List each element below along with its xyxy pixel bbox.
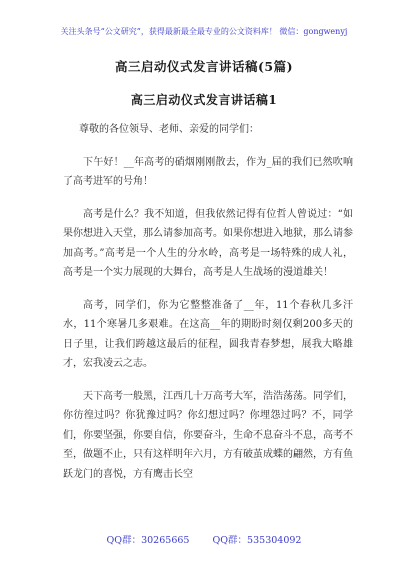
section-title: 高三启动仪式发言讲话稿1 — [130, 93, 278, 107]
promo-banner: 关注头条号“公文研究”，获得最新最全最专业的公文资料库！ 微信：gongwenyj — [60, 27, 348, 36]
paragraph: 高考，同学们，你为它整整准备了__年，11个春秋几多汗水，11个寒暑几多艰难。在这高__年的期盼时刻仅剩200多天的日子里，让我们跨越这最后的征程，圆我青春梦想，展我大略雄才，宏我凌云之志。 — [63, 299, 353, 369]
paragraph: 天下高考一般黑，江西几十万高考大军，浩浩荡荡。同学们，你彷徨过吗？你犹豫过吗？你幻想过吗？你埋怨过吗？不，同学们，你要坚强，你要自信，你要奋斗，生命不息奋斗不息，高考不至，做题不止，只有这样明年六月，方有破茧成蝶的翩然，方有鱼跃龙门的喜悦，方有鹰击长空 — [63, 390, 353, 480]
paragraph: 高考是什么？我不知道，但我依然记得有位哲人曾说过：“如果你想进入天堂，那么请参加高考。如果你想进入地狱，那么请参加高考。”高考是一个人生的分水岭，高考是一场特殊的成人礼，高考是一个实力展现的大舞台，高考是人生战场的漫道雄关！ — [63, 208, 353, 278]
paragraph-salutation: 尊敬的各位领导、老师、亲爱的同学们： — [79, 124, 259, 135]
footer-qq-group-1: QQ群：30265665 — [106, 535, 190, 546]
document-body — [63, 120, 353, 497]
paragraph: 下午好！__年高考的硝烟刚刚散去，作为_届的我们已然吹响了高考进军的号角！ — [63, 156, 353, 187]
document-title: 高三启动仪式发言讲话稿(5篇) — [114, 59, 294, 74]
footer-qq-group-2: QQ群：535304092 — [212, 535, 302, 546]
footer-contact — [0, 532, 408, 546]
